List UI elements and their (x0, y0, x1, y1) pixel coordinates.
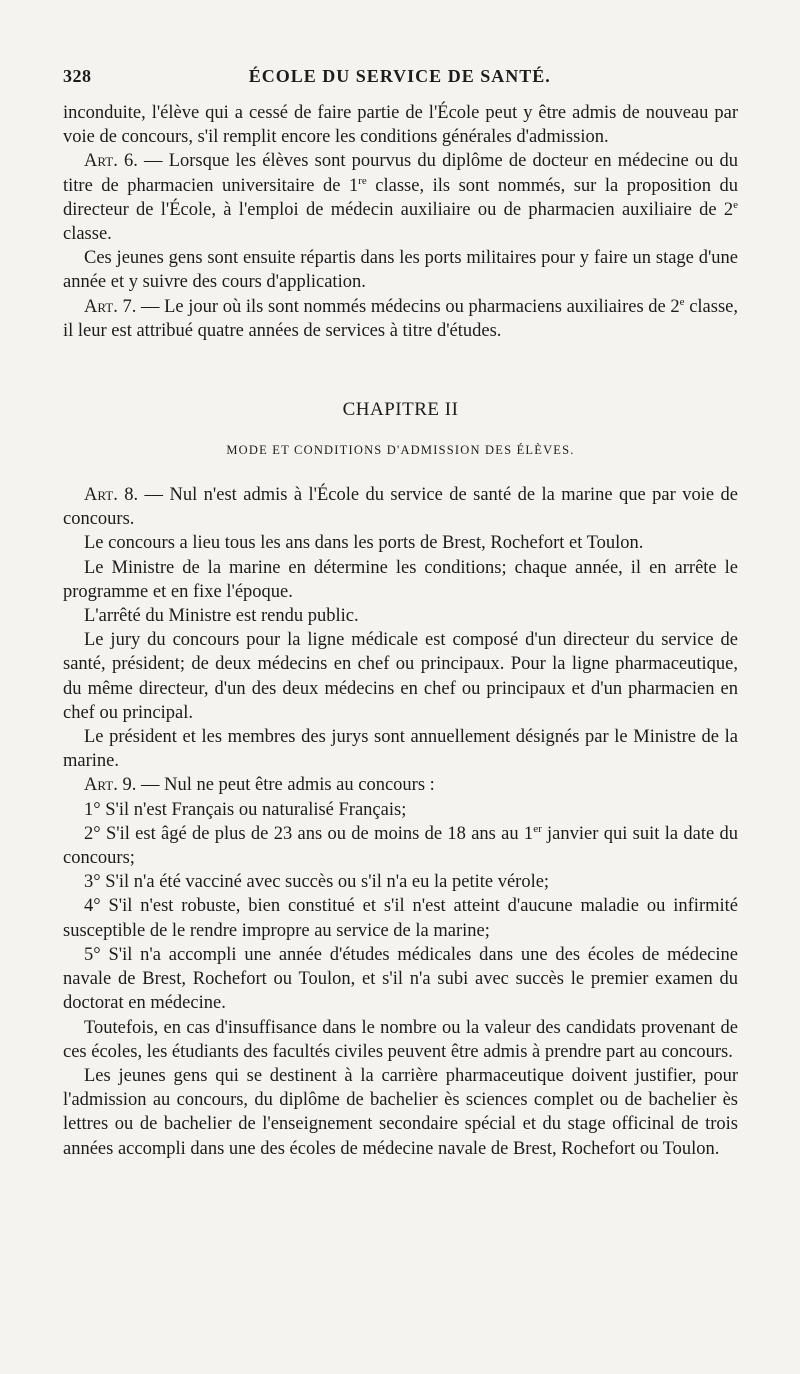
condition-3: 3° S'il n'a été vacciné avec succès ou s'il n'a eu la petite vérole; (84, 872, 550, 893)
paragraph: Le président et les membres des jurys sont annuellement désignés par le Ministre de la marine. (63, 727, 738, 772)
chapter-subtitle: MODE ET CONDITIONS D'ADMISSION DES ÉLÈVES. (226, 443, 575, 458)
paragraph: Le jury du concours pour la ligne médicale est composé d'un directeur du service de santé, président; de deux médecins en chef ou principaux. Pour la ligne pharmaceutique, du même directeur, d'un des deux médecins en chef ou principaux et d'un pharmacien en chef ou principal. (63, 630, 738, 723)
running-title: ÉCOLE DU SERVICE DE SANTÉ. (248, 66, 551, 86)
condition-text: janvier qui suit la date du concours; (63, 823, 738, 869)
article-label: Art. 7. (84, 296, 137, 317)
article-text: classe, ils sont nommés, sur la proposition du directeur de l'École, à l'emploi de médecin auxiliaire ou de pharmacien auxiliaire de 2 (63, 175, 738, 220)
paragraph: Ces jeunes gens sont ensuite répartis dans les ports militaires pour y faire un stage d'une année et y suivre des cours d'application. (63, 248, 738, 293)
paragraph-continuation: inconduite, l'élève qui a cessé de faire partie de l'École peut y être admis de nouveau par voie de concours, s'il remplit encore les conditions générales d'admission. (63, 103, 738, 148)
article-text: — Lorsque les élèves sont pourvus du diplôme de docteur en médecine ou du titre de pharmacien universitaire de 1 (63, 151, 738, 196)
paragraph: Toutefois, en cas d'insuffisance dans le nombre ou la valeur des candidats provenant de ces écoles, les étudiants des facultés civiles peuvent être admis à prendre part au concours. (63, 1017, 738, 1062)
condition-2 (63, 822, 738, 870)
superscript: re (358, 174, 367, 187)
article-text: — Le jour où ils sont nommés médecins ou pharmaciens auxiliaires de 2 (136, 296, 680, 317)
article-text: — Nul ne peut être admis au concours : (136, 775, 435, 796)
top-text (63, 101, 738, 343)
superscript: e (733, 198, 738, 211)
article-text: classe. (63, 224, 112, 245)
page-number: 328 (63, 66, 92, 86)
paragraph: Les jeunes gens qui se destinent à la carrière pharmaceutique doivent justifier, pour l'admission au concours, du diplôme de bachelier ès sciences complet ou de bachelier ès lettres ou de bachelier de l'enseignement secondaire spécial et du stage officinal de trois années accompli dans une des écoles de médecine navale de Brest, Rochefort ou Toulon. (63, 1065, 738, 1159)
condition-1: 1° S'il n'est Français ou naturalisé Français; (84, 799, 407, 820)
condition-5: 5° S'il n'a accompli une année d'études médicales dans une des écoles de médecine navale de Brest, Rochefort ou Toulon, et s'il n'a subi avec succès le premier examen du doctorat en médecine. (63, 944, 738, 1014)
paragraph: Le Ministre de la marine en détermine les conditions; chaque année, il en arrête le programme et en fixe l'époque. (63, 557, 738, 602)
superscript: er (533, 822, 542, 835)
article-8 (63, 483, 738, 531)
paragraph: Le concours a lieu tous les ans dans les ports de Brest, Rochefort et Toulon. (84, 533, 644, 554)
superscript: e (679, 295, 685, 308)
chapter-title: CHAPITRE II (342, 399, 459, 421)
paragraph: L'arrêté du Ministre est rendu public. (84, 606, 359, 627)
running-head (63, 66, 738, 87)
article-9 (63, 773, 738, 797)
article-label: Art. 6. (84, 151, 138, 172)
article-label: Art. 9. (84, 775, 137, 796)
condition-4: 4° S'il n'est robuste, bien constitué et s'il n'est atteint d'aucune maladie ou infirmité susceptible de le rendre impropre au service de la marine; (63, 896, 738, 941)
body-text (63, 483, 738, 1161)
article-text: classe, il leur est attribué quatre années de services à titre d'études. (63, 296, 738, 341)
article-7 (63, 295, 738, 343)
article-6 (63, 149, 738, 246)
article-text: — Nul n'est admis à l'École du service de santé de la marine que par voie de concours. (63, 485, 738, 530)
article-label: Art. 8. (84, 485, 139, 506)
condition-text: 2° S'il est âgé de plus de 23 ans ou de moins de 18 ans au 1 (84, 823, 534, 844)
